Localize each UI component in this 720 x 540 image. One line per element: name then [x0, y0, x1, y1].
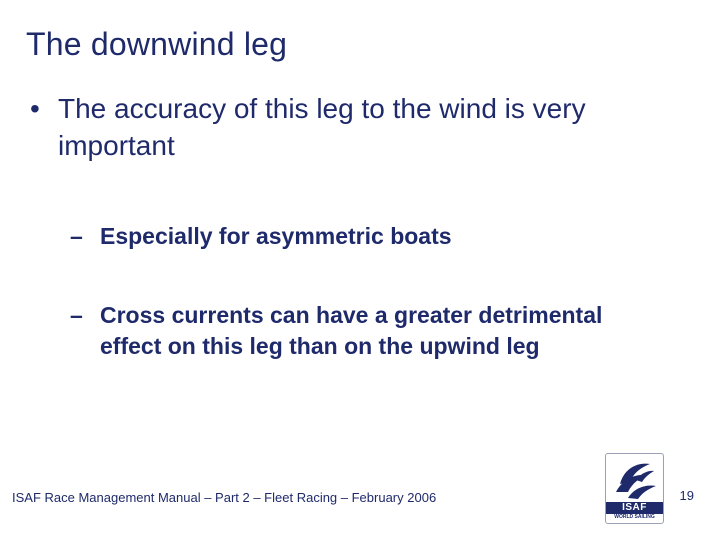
logo-word: ISAF — [606, 502, 663, 514]
bullet-marker: • — [30, 93, 40, 124]
bullet-text: The accuracy of this leg to the wind is very important — [58, 93, 586, 161]
sub-bullet-text: Especially for asymmetric boats — [100, 223, 452, 249]
sailing-emblem-icon — [606, 454, 663, 502]
sub-bullet-marker: – — [70, 302, 83, 328]
sub-bullet-text: Cross currents can have a greater detrimental effect on this leg than on the upwind leg — [100, 302, 603, 359]
sub-bullet-marker: – — [70, 223, 83, 249]
page-number: 19 — [679, 488, 694, 503]
slide-footer: ISAF Race Management Manual – Part 2 – Fleet Racing – February 2006 — [12, 490, 437, 505]
isaf-logo — [605, 453, 664, 524]
logo-subtext: WORLD SAILING — [614, 514, 655, 520]
slide-title: The downwind leg — [26, 26, 288, 62]
